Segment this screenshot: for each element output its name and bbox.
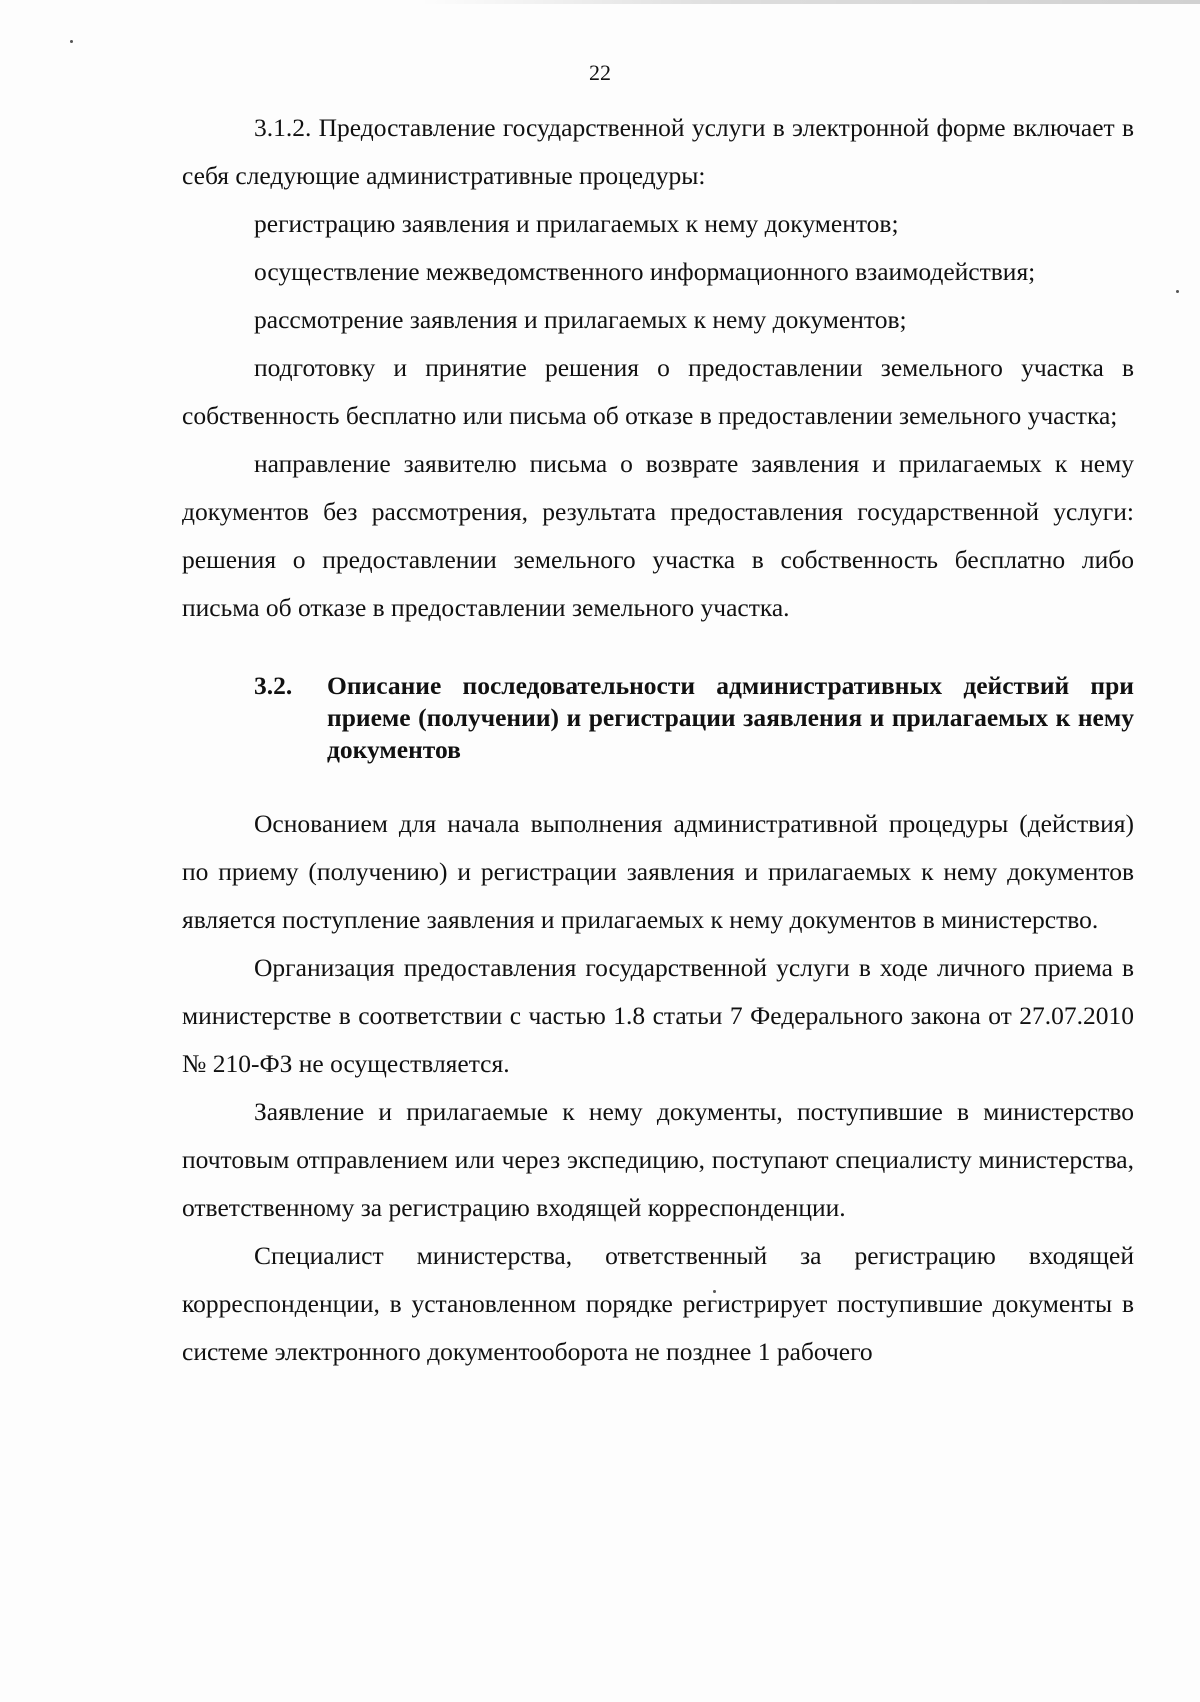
document-body: [182, 104, 1134, 1376]
list-item-registration: регистрацию заявления и прилагаемых к нему документов;: [254, 209, 899, 238]
list-item-review: рассмотрение заявления и прилагаемых к нему документов;: [254, 305, 907, 334]
paragraph-basis: Основанием для начала выполнения административной процедуры (действия) по приему (получению) и регистрации заявления и прилагаемых к нему документов является поступление заявления и прилагаемых к нему документов в министерство.: [182, 809, 1134, 934]
list-item-notification: направление заявителю письма о возврате заявления и прилагаемых к нему документов без рассмотрения, результата предоставления государственной услуги: решения о предоставлении земельного участка в собственность бесплатно либо письма об отказе в предоставлении земельного участка.: [182, 449, 1134, 622]
section-heading-number: 3.2.: [254, 671, 293, 700]
paragraph-postal-receipt: Заявление и прилагаемые к нему документы, поступившие в министерство почтовым отправлением или через экспедицию, поступают специалисту министерства, ответственному за регистрацию входящей корреспонденции.: [182, 1097, 1134, 1222]
scan-edge-artifact: [420, 0, 1200, 4]
list-item-decision: подготовку и принятие решения о предоставлении земельного участка в собственность бесплатно или письма об отказе в предоставлении земельного участка;: [182, 353, 1134, 430]
paragraph-3-1-2: 3.1.2. Предоставление государственной услуги в электронной форме включает в себя следующие административные процедуры:: [182, 113, 1134, 190]
list-item-interagency: осуществление межведомственного информационного взаимодействия;: [254, 257, 1036, 286]
page-number: 22: [589, 60, 611, 85]
scan-speck: [1176, 290, 1179, 293]
scan-speck: [70, 40, 73, 43]
paragraph-registration-specialist: Специалист министерства, ответственный за регистрацию входящей корреспонденции, в установленном порядке регистрирует поступившие документы в системе электронного документооборота не позднее 1 рабочего: [182, 1241, 1134, 1366]
paragraph-personal-reception: Организация предоставления государственной услуги в ходе личного приема в министерстве в соответствии с частью 1.8 статьи 7 Федерального закона от 27.07.2010 № 210-ФЗ не осуществляется.: [182, 953, 1134, 1078]
section-heading: [182, 670, 1134, 766]
section-heading-title: Описание последовательности административных действий при приеме (получении) и регистрации заявления и прилагаемых к нему документов: [327, 671, 1134, 764]
